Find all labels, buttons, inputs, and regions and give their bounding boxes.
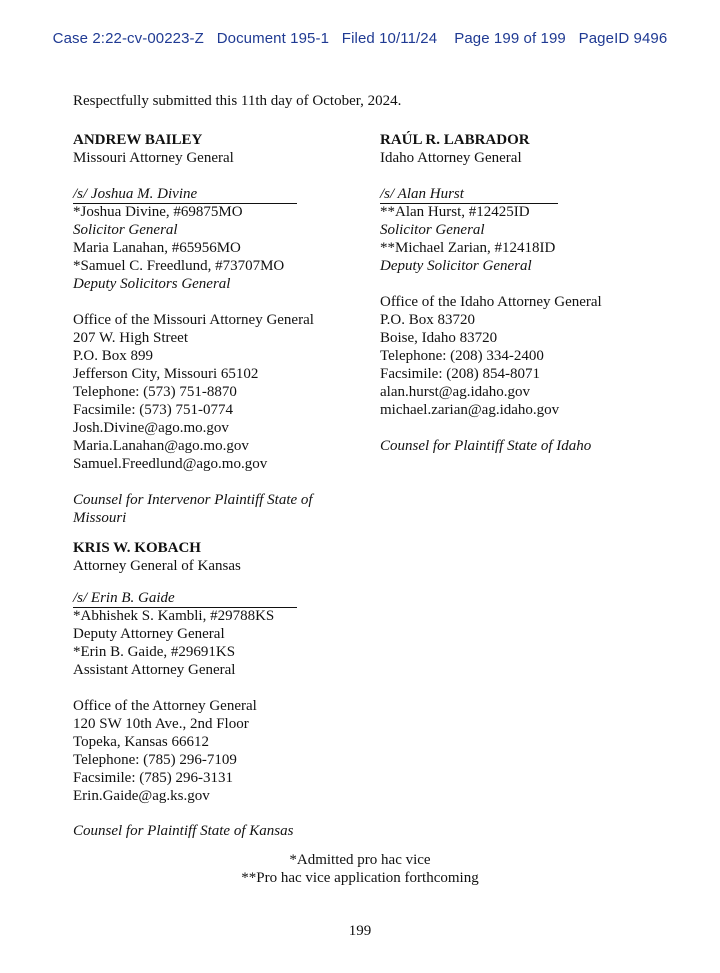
missouri-signature: /s/ Joshua M. Divine	[73, 185, 297, 204]
idaho-counsel-line: Counsel for Plaintiff State of Idaho	[380, 438, 592, 454]
kansas-signature: /s/ Erin B. Gaide	[73, 589, 297, 608]
idaho-address-line: Office of the Idaho Attorney General	[380, 294, 602, 310]
intro-line: Respectfully submitted this 11th day of October, 2024.	[73, 93, 402, 109]
idaho-signature: /s/ Alan Hurst	[380, 185, 558, 204]
missouri-address-line: Telephone: (573) 751-8870	[73, 384, 237, 400]
footnote-pro-hac-vice-forthcoming: **Pro hac vice application forthcoming	[241, 870, 479, 886]
missouri-address-line: Jefferson City, Missouri 65102	[73, 366, 259, 382]
missouri-address-line: 207 W. High Street	[73, 330, 188, 346]
missouri-address-line: P.O. Box 899	[73, 348, 154, 364]
idaho-attorney-line: **Alan Hurst, #12425ID	[380, 204, 530, 220]
missouri-attorney-line: Solicitor General	[73, 222, 178, 238]
kansas-ag-title: Attorney General of Kansas	[73, 558, 241, 574]
kansas-address-line: 120 SW 10th Ave., 2nd Floor	[73, 716, 249, 732]
idaho-ag-title: Idaho Attorney General	[380, 150, 522, 166]
missouri-email: Maria.Lanahan@ago.mo.gov	[73, 438, 249, 454]
kansas-email: Erin.Gaide@ag.ks.gov	[73, 788, 210, 804]
idaho-address-line: Facsimile: (208) 854-8071	[380, 366, 540, 382]
kansas-address-line: Topeka, Kansas 66612	[73, 734, 210, 750]
missouri-email: Samuel.Freedlund@ago.mo.gov	[73, 456, 268, 472]
idaho-address-line: Boise, Idaho 83720	[380, 330, 498, 346]
idaho-attorney-line: Solicitor General	[380, 222, 485, 238]
kansas-ag-name: KRIS W. KOBACH	[73, 540, 201, 556]
idaho-ag-name: RAÚL R. LABRADOR	[380, 132, 530, 148]
missouri-attorney-line: *Samuel C. Freedlund, #73707MO	[73, 258, 285, 274]
idaho-email: michael.zarian@ag.idaho.gov	[380, 402, 560, 418]
footnote-pro-hac-vice: *Admitted pro hac vice	[289, 852, 431, 868]
missouri-address-line: Office of the Missouri Attorney General	[73, 312, 314, 328]
missouri-ag-title: Missouri Attorney General	[73, 150, 234, 166]
missouri-counsel-line: Counsel for Intervenor Plaintiff State of	[73, 492, 313, 508]
kansas-attorney-line: *Erin B. Gaide, #29691KS	[73, 644, 236, 660]
missouri-attorney-line: Deputy Solicitors General	[73, 276, 231, 292]
idaho-address-line: Telephone: (208) 334-2400	[380, 348, 544, 364]
case-header: Case 2:22-cv-00223-Z Document 195-1 Filed 10/11/24 Page 199 of 199 PageID 9496	[52, 30, 668, 47]
idaho-email: alan.hurst@ag.idaho.gov	[380, 384, 531, 400]
kansas-attorney-line: Assistant Attorney General	[73, 662, 236, 678]
missouri-ag-name: ANDREW BAILEY	[73, 132, 203, 148]
missouri-counsel-line: Missouri	[73, 510, 127, 526]
missouri-attorney-line: *Joshua Divine, #69875MO	[73, 204, 243, 220]
idaho-address-line: P.O. Box 83720	[380, 312, 476, 328]
kansas-address-line: Telephone: (785) 296-7109	[73, 752, 237, 768]
kansas-counsel-line: Counsel for Plaintiff State of Kansas	[73, 823, 294, 839]
missouri-email: Josh.Divine@ago.mo.gov	[73, 420, 229, 436]
kansas-address-line: Facsimile: (785) 296-3131	[73, 770, 233, 786]
missouri-address-line: Facsimile: (573) 751-0774	[73, 402, 233, 418]
kansas-attorney-line: Deputy Attorney General	[73, 626, 225, 642]
page-number: 199	[348, 923, 372, 939]
missouri-attorney-line: Maria Lanahan, #65956MO	[73, 240, 241, 256]
kansas-address-line: Office of the Attorney General	[73, 698, 257, 714]
kansas-attorney-line: *Abhishek S. Kambli, #29788KS	[73, 608, 275, 624]
idaho-attorney-line: **Michael Zarian, #12418ID	[380, 240, 556, 256]
idaho-attorney-line: Deputy Solicitor General	[380, 258, 532, 274]
